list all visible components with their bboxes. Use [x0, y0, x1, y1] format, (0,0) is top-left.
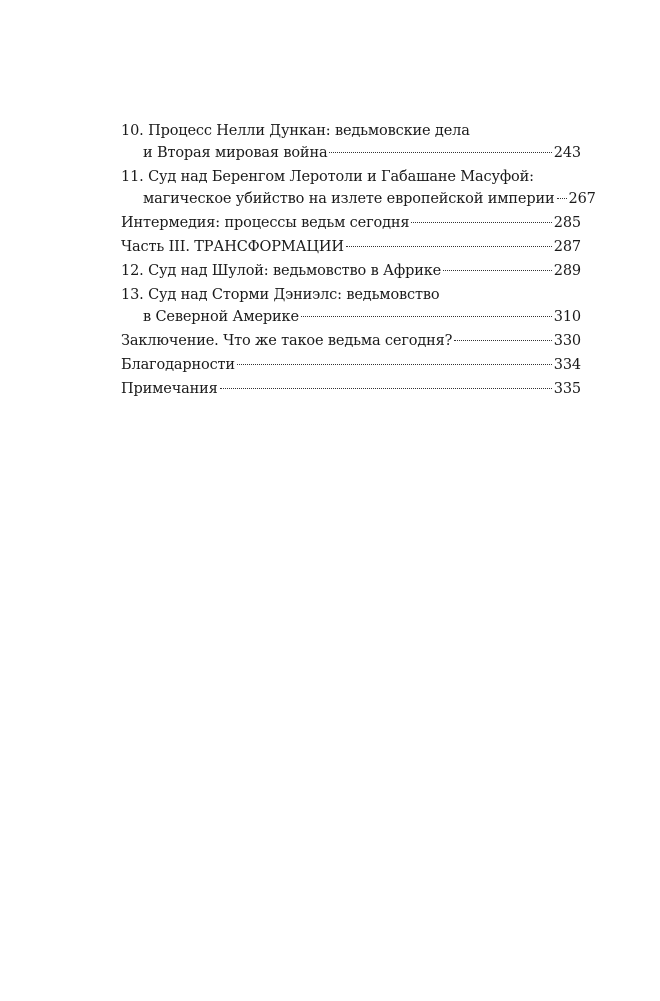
toc-entry-title: Благодарности [121, 357, 235, 373]
toc-entry-chapter-12 [121, 260, 581, 282]
toc-entry-notes [121, 378, 581, 400]
dot-leader [301, 316, 552, 317]
toc-page-number: 243 [553, 145, 581, 161]
toc-entry-title-continuation: и Вторая мировая война [143, 145, 328, 161]
dot-leader [557, 198, 567, 199]
toc-entry-intermedia [121, 212, 581, 234]
dot-leader [443, 270, 552, 271]
table-of-contents [121, 120, 596, 402]
dot-leader [454, 340, 552, 341]
toc-entry-title: Интермедия: процессы ведьм сегодня [121, 215, 410, 231]
toc-page-number: 310 [553, 309, 581, 325]
toc-entry-chapter-10 [121, 120, 581, 164]
toc-page-number: 330 [553, 333, 581, 349]
toc-page-number: 285 [553, 215, 581, 231]
dot-leader [220, 388, 552, 389]
toc-entry-title-line: 13. Суд над Сторми Дэниэлс: ведьмовство [121, 287, 440, 303]
toc-entry-title-continuation: магическое убийство на излете европейской империи [143, 191, 555, 207]
toc-entry-title: Заключение. Что же такое ведьма сегодня? [121, 333, 453, 349]
toc-entry-chapter-11 [121, 166, 596, 210]
dot-leader [346, 246, 552, 247]
toc-entry-title: Часть III. ТРАНСФОРМАЦИИ [121, 239, 344, 255]
toc-entry-chapter-13 [121, 284, 581, 328]
toc-entry-part-3 [121, 236, 581, 258]
toc-entry-title-line: 11. Суд над Беренгом Леротоли и Габашане Масуфой: [121, 169, 534, 185]
dot-leader [411, 222, 551, 223]
toc-page-number: 334 [553, 357, 581, 373]
dot-leader [329, 152, 551, 153]
toc-page-number: 289 [553, 263, 581, 279]
toc-entry-title-line: 10. Процесс Нелли Дункан: ведьмовские дела [121, 123, 470, 139]
toc-entry-title: 12. Суд над Шулой: ведьмовство в Африке [121, 263, 442, 279]
toc-page-number: 287 [553, 239, 581, 255]
toc-entry-title: Примечания [121, 381, 218, 397]
toc-page-number: 335 [553, 381, 581, 397]
toc-entry-acknowledgements [121, 354, 581, 376]
toc-entry-conclusion [121, 330, 581, 352]
toc-entry-title-continuation: в Северной Америке [143, 309, 299, 325]
dot-leader [237, 364, 552, 365]
toc-page-number: 267 [568, 191, 596, 207]
